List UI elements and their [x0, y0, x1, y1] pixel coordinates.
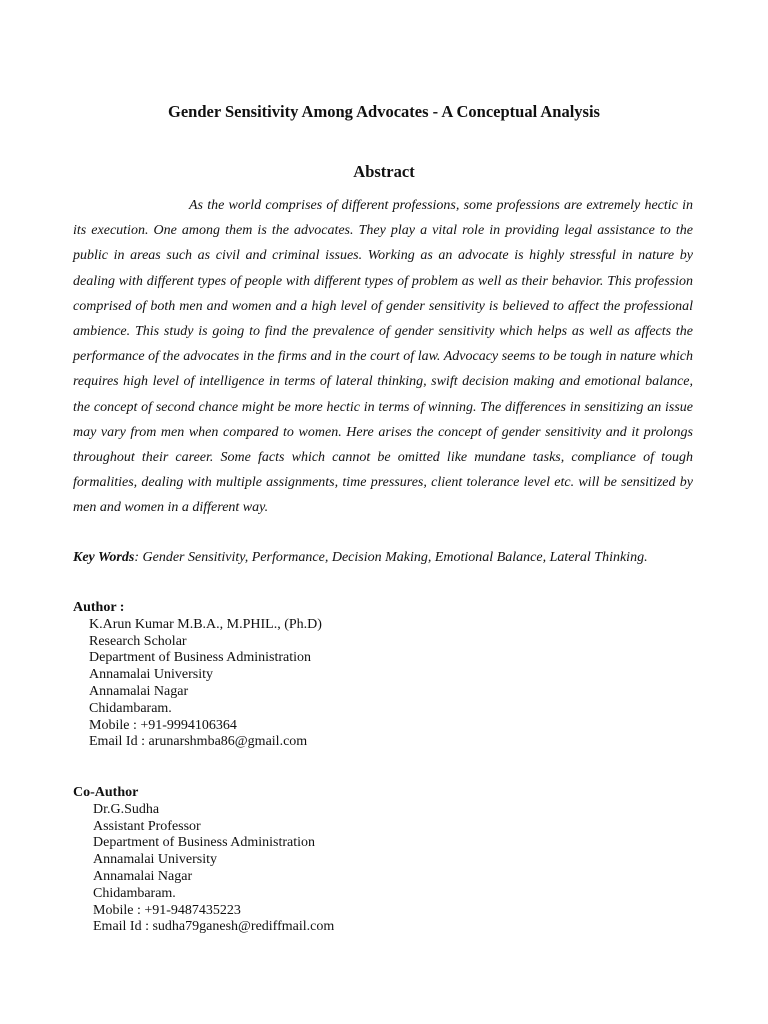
co-author-details [73, 802, 334, 936]
author-mobile: Mobile : +91-9994106364 [89, 717, 237, 733]
author-email: Email Id : arunarshmba86@gmail.com [89, 734, 308, 750]
author-block [73, 600, 322, 751]
author-name: K.Arun Kumar M.B.A., M.PHIL., (Ph.D) [89, 616, 322, 632]
paper-title: Gender Sensitivity Among Advocates - A Conceptual Analysis [168, 102, 600, 121]
co-author-mobile: Mobile : +91-9487435223 [93, 902, 241, 918]
author-university: Annamalai University [89, 667, 214, 683]
co-author-heading: Co-Author [73, 785, 139, 800]
co-author-block [73, 785, 334, 936]
co-author-university: Annamalai University [93, 852, 218, 868]
keywords-label: Key Words [73, 550, 135, 565]
author-details [73, 617, 322, 751]
keywords [73, 549, 693, 566]
co-author-department: Department of Business Administration [93, 835, 316, 851]
co-author-city: Annamalai Nagar [93, 868, 193, 884]
abstract-heading: Abstract [353, 162, 415, 181]
co-author-email: Email Id : sudha79ganesh@rediffmail.com [93, 919, 335, 935]
keywords-text: : Gender Sensitivity, Performance, Decision Making, Emotional Balance, Lateral Thinking. [134, 550, 648, 565]
co-author-town: Chidambaram. [93, 885, 176, 901]
author-heading: Author : [73, 600, 125, 615]
co-author-position: Assistant Professor [93, 818, 201, 834]
abstract-body: As the world comprises of different professions, some professions are extremely hectic in its execution. One among them is the advocates. They play a vital role in providing legal assistance to the public in areas such as civil and criminal issues. Working as an advocate is highly stressful in nature by dealing with different types of people with different types of problem as well as their behavior. This profession comprised of both men and women and a high level of gender sensitivity is believed to affect the professional ambience. This study is going to find the prevalence of gender sensitivity which helps as well as affects the performance of the advocates in the firms and in the court of law. Advocacy seems to be tough in nature which requires high level of intelligence in terms of lateral thinking, swift decision making and emotional balance, the concept of second chance might be more hectic in terms of winning. The differences in sensitizing an issue may vary from men when compared to women. Here arises the concept of gender sensitivity and it prolongs throughout their career. Some facts which cannot be omitted like mundane tasks, compliance of tough formalities, dealing with multiple assignments, time pressures, client tolerance level etc. will be sensitized by men and women in a different way. [73, 198, 693, 516]
author-town: Chidambaram. [89, 700, 172, 716]
author-position: Research Scholar [89, 633, 187, 649]
co-author-name: Dr.G.Sudha [93, 801, 160, 817]
author-city: Annamalai Nagar [89, 683, 189, 699]
author-department: Department of Business Administration [89, 650, 312, 666]
